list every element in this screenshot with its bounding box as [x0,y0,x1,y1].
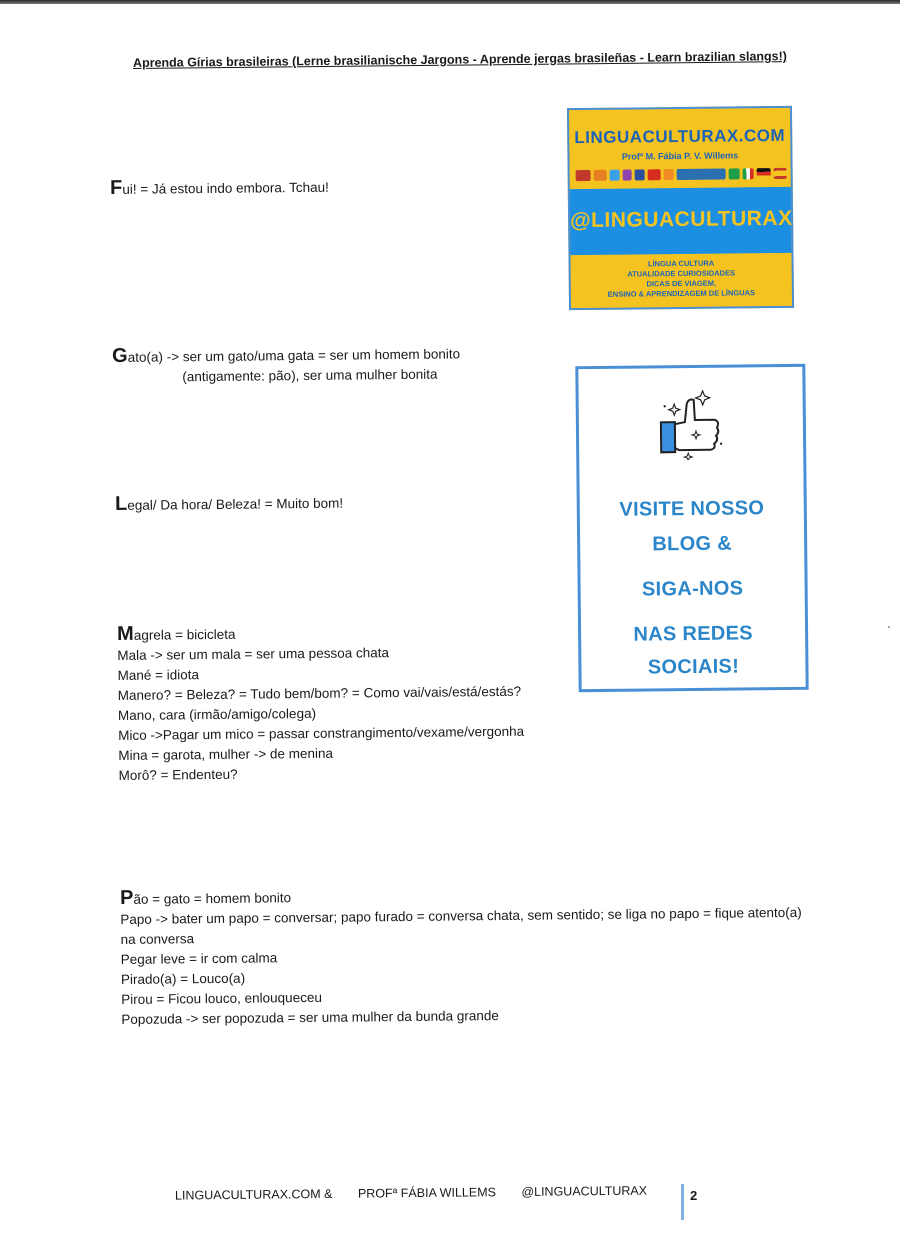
blogger-icon [664,169,674,180]
entry-legal: Legal/ Da hora/ Beleza! = Muito bom! [114,492,344,515]
footer-handle: @LINGUACULTURAX [521,1183,648,1199]
footer-site: LINGUACULTURAX.COM & [174,1186,333,1203]
entry-moro: Morô? = Endenteu? [118,766,238,783]
italy-flag-icon [743,168,754,179]
logo-site: LINGUACULTURAX.COM [574,125,786,148]
section-p [120,881,811,1030]
scan-speck [888,626,890,628]
entry-fui: Fui! = Já estou indo embora. Tchau! [109,176,329,199]
entry-mano: Mano, cara (irmão/amigo/colega) [117,705,317,723]
entry-pirado: Pirado(a) = Louco(a) [120,970,246,987]
entry-papo: Papo -> bater um papo = conversar; papo furado = conversa chata, sem sentido; se liga no papo = fique atento(a) na conversa [120,904,802,947]
entry-gato: Gato(a) -> ser um gato/uma gata = ser um homem bonito [111,344,461,367]
page-footer [175,1183,669,1202]
entry-pegar-leve: Pegar leve = ir com calma [120,950,278,967]
blog-cta-line-5: SOCIAIS! [647,655,740,679]
footer-professor: PROFª FÁBIA WILLEMS [357,1185,496,1201]
blog-cta-line-2: BLOG & [652,532,733,556]
logo-handle: @LINGUACULTURAX [570,206,793,233]
entry-mane: Mané = idiota [117,667,200,683]
logo-tags: LÍNGUA CULTURA ATUALIDADE CURIOSIDADES DICAS DE VIAGEM, ENSINO & APRENDIZAGEM DE LÍNGUAS [607,258,756,299]
entry-gato-continuation: (antigamente: pão), ser uma mulher bonita [182,366,438,385]
entry-mala: Mala -> ser um mala = ser uma pessoa chata [117,645,390,663]
entry-popozuda: Popozuda -> ser popozuda = ser uma mulher da bunda grande [121,1008,499,1027]
logo-social-icons [576,166,787,182]
blog-promo-box [575,364,808,692]
youtube-icon [647,169,660,180]
blog-cta-line-3: SIGA-NOS [641,577,744,601]
entry-pao: Pão = gato = homem bonito [119,886,292,909]
entry-magrela: Magrela = bicicleta [116,622,236,645]
entry-pirou: Pirou = Ficou louco, enlouqueceu [121,989,323,1007]
flag-icon [576,169,591,180]
page-number-bar [681,1184,684,1220]
page-title: Aprenda Gírias brasileiras (Lerne brasilianische Jargons - Aprende jergas brasileñas - Learn brazilian slangs!) [132,49,787,70]
courses-badge-icon [676,168,725,180]
entry-manero: Manero? = Beleza? = Tudo bem/bom? = Como vai/vais/está/estás? [117,683,522,703]
page-number: 2 [690,1188,698,1203]
twitter-icon [610,169,620,180]
spain-flag-icon [773,167,786,178]
brazil-flag-icon [728,168,739,179]
instagram-icon [622,169,632,180]
germany-flag-icon [757,168,770,179]
thumbs-up-icon [657,390,728,461]
logo-band [570,187,792,255]
entry-mina: Mina = garota, mulher -> de menina [118,745,334,763]
facebook-icon [635,169,645,180]
logo-professor: Profª M. Fábia P. V. Willems [621,150,739,162]
entry-mico: Mico ->Pagar um mico = passar constrangimento/vexame/vergonha [118,723,525,743]
blog-cta-line-1: VISITE NOSSO [619,497,765,521]
top-border [0,0,900,4]
blog-cta-line-4: NAS REDES [633,622,753,646]
linguaculturax-logo [567,106,794,310]
soundcloud-icon [594,169,607,180]
